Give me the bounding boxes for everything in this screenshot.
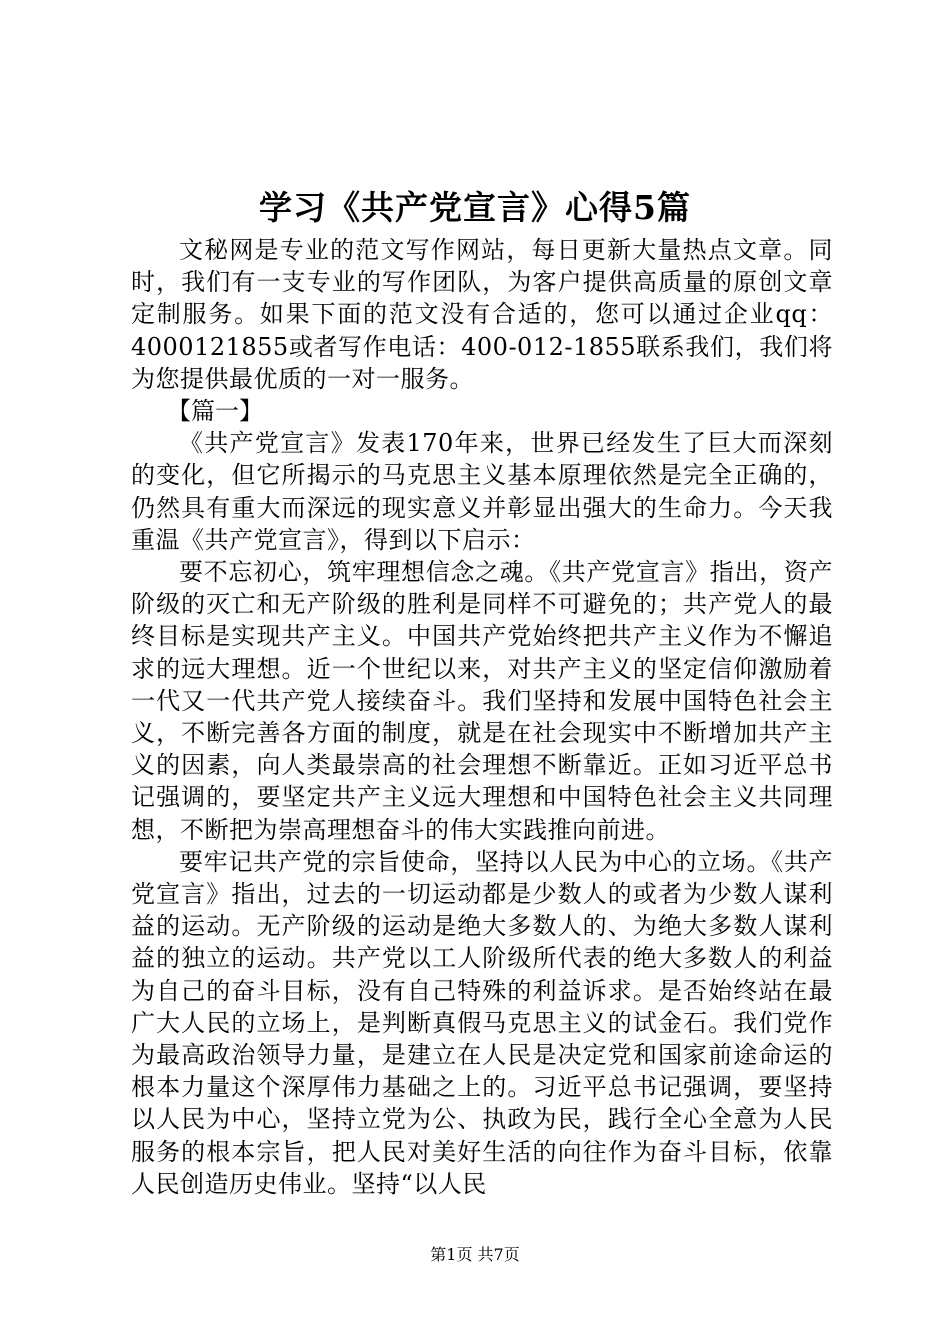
document-body (131, 234, 833, 1200)
body-paragraph-2: 要不忘初心，筑牢理想信念之魂。《共产党宣言》指出，资产阶级的灭亡和无产阶级的胜利是同样不可避免的；共产党人的最终目标是实现共产主义。中国共产党始终把共产主义作为不懈追求的远大理想。近一个世纪以来，对共产主义的坚定信仰激励着一代又一代共产党人接续奋斗。我们坚持和发展中国特色社会主义，不断完善各方面的制度，就是在社会现实中不断增加共产主义的因素，向人类最崇高的社会理想不断靠近。正如习近平总书记强调的，要坚定共产主义远大理想和中国特色社会主义共同理想，不断把为崇高理想奋斗的伟大实践推向前进。 (131, 558, 833, 844)
intro-paragraph: 文秘网是专业的范文写作网站，每日更新大量热点文章。同时，我们有一支专业的写作团队，为客户提供高质量的原创文章定制服务。如果下面的范文没有合适的，您可以通过企业qq：4000121855或者写作电话：400-012-1855联系我们，我们将为您提供最优质的一对一服务。 (131, 236, 833, 393)
section-heading: 【篇一】 (167, 397, 263, 426)
page-footer: 第1页 共7页 (430, 1245, 520, 1264)
body-paragraph-1: 《共产党宣言》发表170年来，世界已经发生了巨大而深刻的变化，但它所揭示的马克思主义基本原理依然是完全正确的，仍然具有重大而深远的现实意义并彰显出强大的生命力。今天我重温《共产党宣言》，得到以下启示： (131, 429, 833, 554)
document-title: 学习《共产党宣言》心得5篇 (259, 188, 691, 227)
body-paragraph-3: 要牢记共产党的宗旨使命，坚持以人民为中心的立场。《共产党宣言》指出，过去的一切运动都是少数人的或者为少数人谋利益的运动。无产阶级的运动是绝大多数人的、为绝大多数人谋利益的独立的运动。共产党以工人阶级所代表的绝大多数人的利益为自己的奋斗目标，没有自己特殊的利益诉求。是否始终站在最广大人民的立场上，是判断真假马克思主义的试金石。我们党作为最高政治领导力量，是建立在人民是决定党和国家前途命运的根本力量这个深厚伟力基础之上的。习近平总书记强调，要坚持以人民为中心，坚持立党为公、执政为民，践行全心全意为人民服务的根本宗旨，把人民对美好生活的向往作为奋斗目标，依靠人民创造历史伟业。坚持“以人民 (131, 847, 833, 1198)
